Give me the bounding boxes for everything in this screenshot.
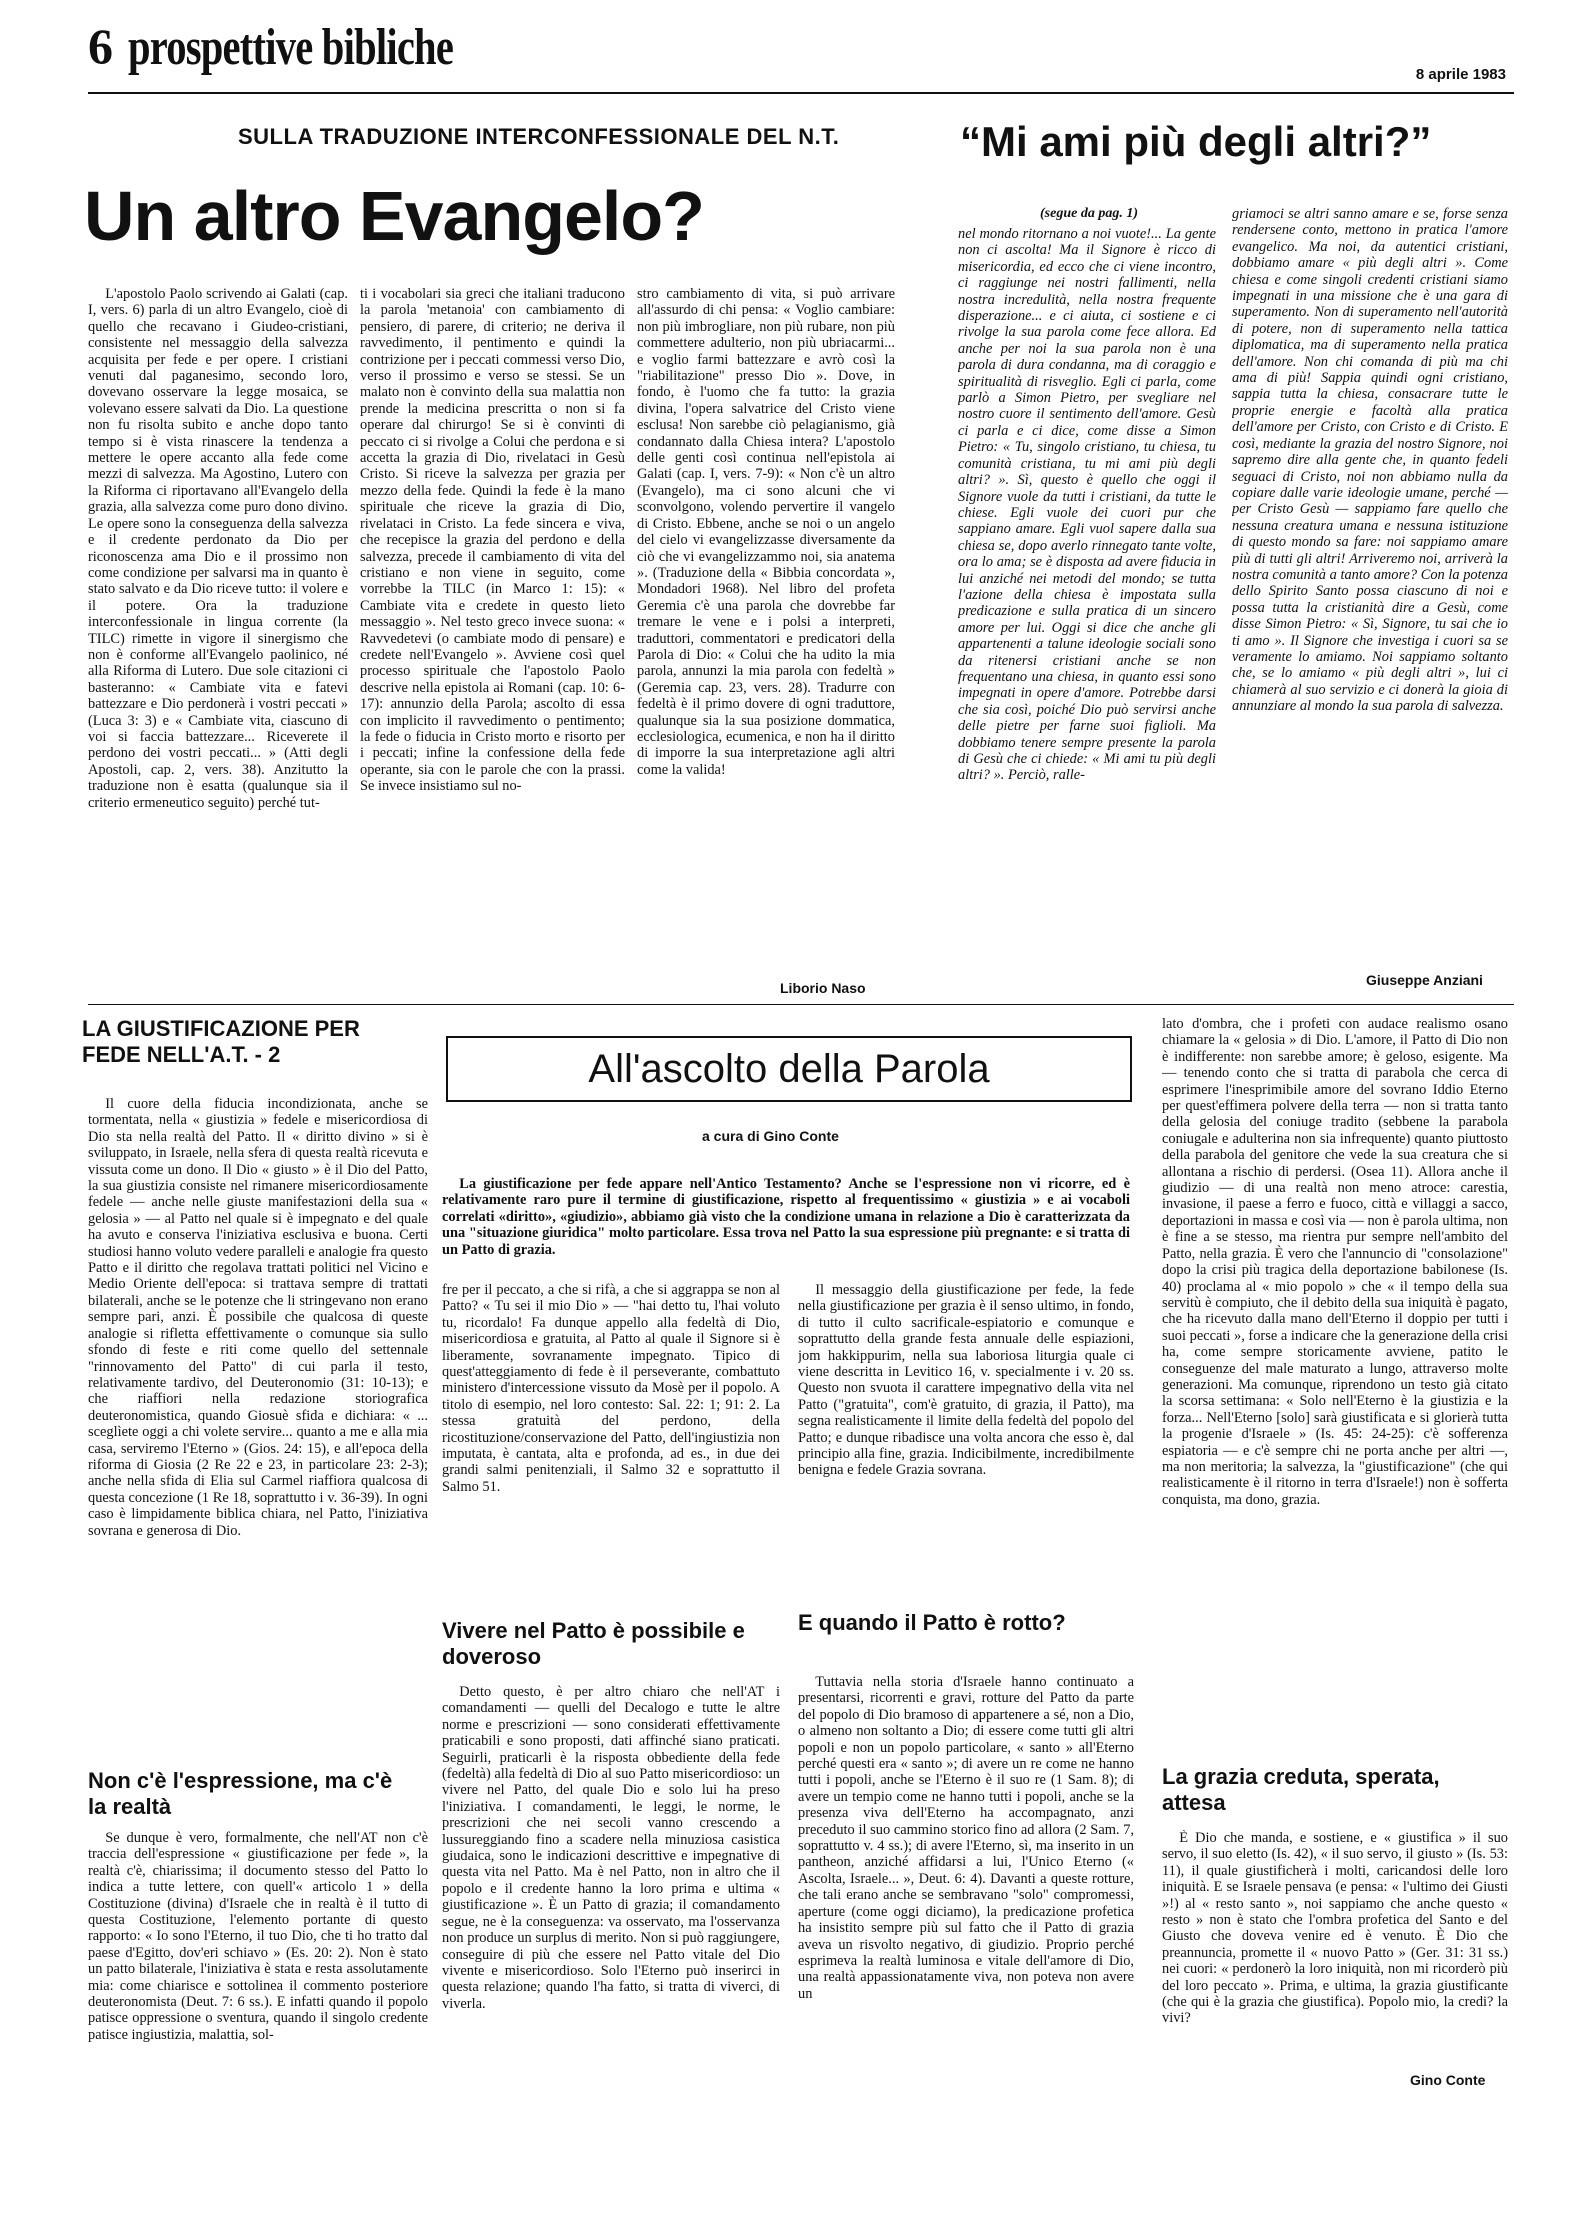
- bottom-col-1: [88, 1096, 428, 1752]
- article-headline-right: “Mi ami più degli altri?”: [960, 118, 1432, 165]
- signature-right: Giuseppe Anziani: [1366, 972, 1483, 988]
- subheading-4: La grazia creduta, sperata, attesa: [1162, 1764, 1440, 1815]
- bottom-col-4b: [1162, 1830, 1508, 2064]
- article-text: nel mondo ritornano a noi vuote!... La gente non ci ascolta! Ma il Signore è ricco di misericordia, ed ecco che ci viene incontro, ci raggiunge nei nostri fallimenti, nella nostra incredulità, nella nostra frequente disperazione... e ci aiuta, ci sostiene e ci rivolge la sua parola come fece allora. Ed anche per noi la sua parola non è una parola di dura condanna, ma di coraggio e spiritualità di risveglio. Egli ci parla, come parlò a Simon Pietro, per svegliare nel nostro cuore il sentimento dell'amore. Gesù ci parla e ci dice, come disse a Simon Pietro: « Tu, singolo cristiano, tu chiesa, tu comunità cristiana, tu mi ami più degli altri? ». Sì, questo è quello che oggi il Signore vuole da tutti i cristiani, da tutte le chiese. Egli vuole dei cuori pur che sappiano amare. Egli vuol sapere dalla sua chiesa se, dopo averlo rinnegato tante volte, ora lo ama; se è disposta ad avere fiducia in lui anziché nei metodi del mondo; se tutta l'azione della chiesa è impostata sulla predicazione e sulla pratica di un sincero amore per lui. Oggi si dice che anche gli appartenenti a talune ideologie sociali sono da ritenersi cristiani anche se non frequentano una chiesa, in quanto essi sono impegnati in opere d'amore. Potrebbe darsi che sia così, poiché Dio può servirsi anche delle pietre per farne suoi figlioli. Ma dobbiamo tenere sempre presente la parola di Gesù che ci chiede: « Mi ami tu più degli altri? ». Perciò, ralle-: [958, 226, 1216, 784]
- article-text: L'apostolo Paolo scrivendo ai Galati (cap. I, vers. 6) parla di un altro Evangelo, cioè di quello che recavano i Giudeo-cristiani, consistente nel messaggio della salvezza acquisita per fede e per opere. I cristiani venuti dal paganesimo, secondo loro, dovevano osservare la legge mosaica, se volevano essere salvati da Dio. La questione non fu risolta subito e anche dopo tanto tempo si è vista rinascere la tendenza a mettere le opere accanto alla fede come mezzi di salvezza. Ma Agostino, Lutero con la Riforma ci riportavano all'Evangelo della grazia, alla salvezza come puro dono divino. Le opere sono la conseguenza della salvezza e il credente perdonato da Dio per riconoscenza ama Dio e il prossimo non come condizione per salvarsi ma in quanto è stato salvato e da Dio riceve tutto: il volere e il potere. Ora la traduzione interconfessionale in lingua corrente (la TILC) rimette in vigore il sinergismo che non è conforme all'Evangelo paolinico, né alla Riforma di Lutero. Due sole citazioni ci basteranno: « Cambiate vita e fatevi battezzare e Dio perdonerà i vostri peccati » (Luca 3: 3) e « Cambiate vita, ciascuno di voi si faccia battezzare... Riceverete il perdono dei vostri peccati... » (Atti degli Apostoli, cap. 2, vers. 38). Anzitutto la traduzione non è esatta (qualunque sia il criterio ermeneutico seguito) perché tut-: [88, 286, 348, 811]
- subheading-1: Non c'è l'espressione, ma c'è la realtà: [88, 1768, 393, 1819]
- continued-note: (segue da pag. 1): [1040, 206, 1138, 221]
- bottom-col-2b: [442, 1684, 780, 2114]
- article-right-col-1: [958, 226, 1216, 1000]
- article-text: Se dunque è vero, formalmente, che nell'AT non c'è traccia dell'espressione « giustificazione per fede », la realtà c'è, chiarissima; il documento stesso del Patto lo indica a tutte lettere, con quell'« articolo 1 » della Costituzione (divina) d'Israele che in realtà è il tutto di questa Costituzione, l'elemento portante di questo rapporto: « Io sono l'Eterno, il tuo Dio, che ti ho tratto dal paese d'Egitto, dov'eri schiavo » (Es. 20: 2). Non è stato un patto bilaterale, l'iniziativa è stata e resta assolutamente mia: come chiarisce e sottolinea il commento posteriore deuteronomista (Deut. 7: 6 ss.). E infatti quando il popolo patisce oppressione o sventura, quando il singolo credente patisce ingiustizia, malattia, sol-: [88, 1830, 428, 2043]
- lead-paragraph: [442, 1176, 1130, 1268]
- article-text: lato d'ombra, che i profeti con audace realismo osano chiamare la « gelosia » di Dio. L'amore, il Patto di Dio non è indifferente: non sarebbe amore; è geloso, esigente. Ma — tenendo conto che si tratta di parabola che cerca di esprimere l'inesprimibile amore del sovrano Iddio Eterno per quest'effimera polvere della terra — non si tratta tanto della gelosia del coniuge tradito (sebbene la parabola coniugale e adulterina non sia infrequente) quanto piuttosto della parabola del genitore che vede la sua creatura che si allontana a rischio di perdersi. (Osea 11). Allora anche il giudizio — di una realtà non meno atroce: carestia, invasione, il paese a ferro e fuoco, città e villaggi a sacco, deportazioni in massa e così via — non è parola ultima, non è fine a se stesso, ma rientra pur sempre nell'ambito del Patto, nella grazia. È vero che l'annuncio di "consolazione" dopo la crisi più tragica della deportazione babilonese (Is. 40) proclama al « mio popolo » che « il tempo della sua servitù è compiuto, che il debito della sua iniquità è pagato, che ha ricevuto dalla mano dell'Eterno il doppio per tutti i suoi peccati », forse a indicare che la generazione della crisi ha, come sempre storicamente avviene, patito le conseguenze del male maturato a lungo, attraverso molte generazioni. Ma comunque, riprendono un testo già citato la scorsa settimana: « Solo nell'Eterno è la giustizia e la forza... Nell'Eterno [solo] sarà giustificata e si glorierà tutta la progenie d'Israele » (Is. 45: 24-25): c'è sofferenza espiatoria — e c'è sempre chi ne porta anche per altri —, ma non meritoria; la salvezza, la "giustificazione" (che qui realisticamente è il ritorno in terra d'Israele!) non è sofferta conquista, ma dono, grazia.: [1162, 1016, 1508, 1508]
- masthead-rule: [88, 92, 1514, 94]
- kicker: SULLA TRADUZIONE INTERCONFESSIONALE DEL N.T.: [238, 124, 840, 149]
- article-col-1: [88, 286, 348, 954]
- article-text: ti i vocabolari sia greci che italiani traducono la parola 'metanoia' con cambiamento di pensiero, di parere, di criterio; ne deriva il ravvedimento, il pentimento e quindi la contrizione per i peccati commessi verso Dio, verso il prossimo e verso se stessi. Se un malato non è convinto della sua malattia non prende la medicina prescritta o non si fa operare dal chirurgo! Se si è convinti di peccato ci si rivolge a Colui che perdona e si accetta la grazia di Dio, rivelataci in Gesù Cristo. Si riceve la salvezza per grazia per mezzo della fede. Quindi la fede è la mano spirituale che riceve la grazia di Dio, rivelataci in Cristo. La fede sincera e viva, che recepisce la grazia del perdono e della salvezza, precede il cambiamento di vita del cristiano e non viene in seguito, come vorrebbe la TILC (in Marco 1: 15): « Cambiate vita e credete in questo lieto messaggio ». Nel testo greco invece suona: « Ravvedetevi (o cambiate modo di pensare) e credete nell'Evangelo ». Avviene così quel processo spirituale che l'apostolo Paolo descrive nella epistola ai Romani (cap. 10: 6-17): annunzio della Parola; ascolto di essa con implicito il ravvedimento o pentimento; la fede o fiducia in Cristo morto e risorto per i peccati; infine la confessione della fede operante, sia con le parole che con la prassi. Se invece insistiamo sul no-: [360, 286, 625, 795]
- signature: Liborio Naso: [780, 980, 866, 996]
- article-text: griamoci se altri sanno amare e se, forse senza rendersene conto, mettono in pratica l'amore evangelico. Ma noi, da autentici cristiani, dobbiamo amare « più degli altri ». Come chiesa e come singoli credenti cristiani siamo impegnati in una missione che è una gara di superamento. Non di superamento nell'autorità di potere, non di superamento nella tattica diplomatica, ma di superamento nella pratica dell'amore. Non chi comanda di più ma chi ama di più! Sappia quindi ogni cristiano, sappia tutta la chiesa, consacrare tutte le proprie energie e facoltà alla pratica dell'amore per Cristo, con Cristo e di Cristo. E così, mediante la grazia del nostro Signore, noi sapremo dire alla gente che, in quanto fedeli seguaci di Cristo, noi non abbiamo nulla da copiare dalle varie ideologie umane, perché — per Cristo Gesù — sappiamo fare quello che nessuna creatura umana e nessuna istituzione di questo mondo sa fare: noi sappiamo amare più di tutti gli altri! Arriveremo noi, arriverà la nostra comunità a tanto amore? Con la potenza dello Spirito Santo possa ciascuno di noi e possa tutta la cristianità dire a Gesù, come disse Simon Pietro: « Sì, Signore, tu sai che io ti amo ». Il Signore che investiga i cuori sa se veramente lo amiamo. Noi sappiamo soltanto che, se lo amiamo « più degli altri », lui ci chiamerà al suo servizio e ci donerà la gioia di annunziare al mondo la sua parola di salvezza.: [1232, 206, 1508, 715]
- article-text: Il cuore della fiducia incondizionata, anche se tormentata, nella « giustizia » fedele e misericordiosa di Dio sta nella realtà del Patto. Il « diritto divino » si è sviluppato, in Israele, nella sfera di questa realtà ricevuta e vissuta come un dono. Il Dio « giusto » è il Dio del Patto, la sua giustizia consiste nel rimanere misericordiosamente fedele — anche nelle giuste manifestazioni della sua « gelosia » — al Patto nel quale si è impegnato e del quale ha avuto e conserva l'iniziativa esclusiva e buona. Certi studiosi hanno voluto vedere paralleli e analogie fra questo Patto e il diritto che regolava trattati politici nel Vicino e Medio Oriente dell'epoca: si trattava sempre di trattati bilaterali, anche se le potenze che li stringevano non erano sempre pari, anzi. È possibile che qualcosa di queste analogie si rifletta effettivamente o comunque sia sullo sfondo di feste e riti come quello del settennale "rinnovamento del Patto" di cui parla il testo, relativamente tardivo, del Deuteronomio (31: 10-13); e che riaffiori nella redazione storiografica deuteronomistica, quando Giosuè sfida e dichiara: « ... sceglìete oggi a chi volete servire... quanto a me e alla mia casa, serviremo l'Eterno » (Gios. 24: 15), e all'epoca della riforma di Giosia (2 Re 22 e 23, in particolare 23: 2-3); anche nella sfida di Elia sul Carmel riaffiora qualcosa di questa concezione (1 Re 18, soprattutto i v. 36-39). In ogni caso è limpidamente biblica chiara, nel Patto, l'iniziativa sovrana e generosa di Dio.: [88, 1096, 428, 1539]
- byline: a cura di Gino Conte: [702, 1128, 839, 1144]
- subheading-3: E quando il Patto è rotto?: [798, 1610, 1066, 1635]
- article-text: fre per il peccato, a che si rifà, a che si aggrappa se non al Patto? « Tu sei il mio Dio » — "hai detto tu, l'hai voluto tu, ricordalo! Fa dunque appello alla fedeltà di Dio, misericordiosa e gratuita, al Patto al quale il Signore si è liberamente, sovranamente impegnato. Tipico di quest'atteggiamento di fede è il perseverante, combattuto ministero d'intercessione vissuto da Mosè per il popolo. A titolo di esempio, nel loro contesto: Sal. 22: 1; 91: 2. La stessa gratuità del perdono, della ricostituzione/conservazione del Patto, dell'ingiustizia non imputata, è cantata, alta e profonda, ad es., in due dei grandi salmi penitenziali, il Salmo 32 e soprattutto il Salmo 51.: [442, 1282, 780, 1495]
- section-rule: [88, 1004, 1514, 1005]
- masthead-title: prospettive bibliche: [128, 19, 454, 76]
- article-text: Detto questo, è per altro chiaro che nell'AT i comandamenti — quelli del Decalogo e tutte le altre norme e prescrizioni — sono considerati effettivamente praticabili e sono proposti, dati affinché siano praticati. Seguirli, praticarli è la risposta obbediente della fede (fedeltà) alla fedeltà di Dio al suo Patto misericordioso: un vivere nel Patto, del quale Dio e solo lui ha preso l'iniziativa. I comandamenti, le leggi, le norme, le prescrizioni che nei secoli vanno crescendo a lussureggiando fino a scadere nella minuziosa casistica giudaica, sono le indicazioni descrittive e impegnative di questa vita nel Patto. Ma è nel Patto, non in altro che il popolo e il credente hanno la loro prima e ultima « giustificazione ». È un Patto di grazia; il comandamento segue, ne è la conseguenza: va osservato, ma l'osservanza non produce un surplus di merito. Non si può raggiungere, conseguire di più che essere nel Patto vitale del Dio vivente e misericordioso. Solo l'Eterno può inserirci in questa relazione; quando l'ha fatto, si tratta di viverci, di viverla.: [442, 1684, 780, 2012]
- subheading-2: Vivere nel Patto è possibile e doveroso: [442, 1618, 745, 1669]
- article-col-2: [360, 286, 625, 1000]
- article-text: Tuttavia nella storia d'Israele hanno continuato a presentarsi, ricorrenti e gravi, rotture del Patto da parte del popolo di Dio bramoso di appartenere a sé, non a Dio, o almeno non soltanto a Dio; di essere come tutti gli altri popoli e non un popolo particolare, « santo » all'Eterno perché questi era « santo »; di avere un re come ne hanno tutti i popoli, anche se l'Eterno è il suo re (1 Sam. 8); di avere un tempio come ne hanno tutti i popoli, anche se la presenza viva dell'Eterno ha accompagnato, anzi preceduto il suo cammino storico fino ad allora (2 Sam. 7, soprattutto v. 4 ss.); di avere l'Eterno, sì, ma inserito in un pantheon, anziché affidarsi a lui, l'Unico Eterno (« Ascolta, Israele... », Deut. 6: 4). Davanti a queste rotture, che tali erano anche se sembravano "solo" compromessi, aperture (come oggi diciamo), la predicazione profetica ha insistito sempre più sul fatto che il Patto di grazia aveva un risvolto negativo, di giudizio. Proprio perché esprimeva la realtà luminosa e vitale dell'amore di Dio, una realtà appassionatamente viva, non poteva non avere un: [798, 1674, 1134, 2002]
- page-number: 6: [88, 18, 113, 74]
- section-title: All'ascolto della Parola: [588, 1047, 990, 1091]
- article-text: È Dio che manda, e sostiene, e « giustifica » il suo servo, il suo eletto (Is. 42), « il suo servo, il giusto » (Is. 53: 11), il quale giustificherà i molti, caricandosi delle loro iniquità. E se Israele pensava (e pensa: « l'ultimo dei Giusti »!) al « resto santo », noi sappiamo che anche questo « resto » non è stato che l'ombra profetica del Santo e del Giusto che doveva venire ed è venuto. È Dio che preannuncia, promette il « nuovo Patto » (Ger. 31: 31 ss.) nei cuori: « perdonerò la loro iniquità, non mi ricorderò più del loro peccato ». Prima, e ultima, la grazia giustificante (che qui è la grazia che giustifica). Popolo mio, la credi? la vivi?: [1162, 1830, 1508, 2027]
- bottom-col-3: [798, 1282, 1134, 1562]
- bottom-col-1b: [88, 1830, 428, 2090]
- bottom-col-2: [442, 1282, 780, 1550]
- article-text: stro cambiamento di vita, si può arrivare all'assurdo di chi pensa: « Voglio cambiare: non più imbrogliare, non più rubare, non più commettere adulterio, non più ubriacarmi... e voglio farmi battezzare e avrò così la "riabilitazione" presso Dio ». Dove, in fondo, è l'uomo che fa tutto: la grazia divina, l'opera salvatrice del Cristo viene esclusa! Non sarebbe ciò pelagianismo, già condannato dalla Chiesa intera? L'apostolo delle genti così continua nell'epistola ai Galati (cap. I, vers. 7-9): « Non c'è un altro (Evangelo), ma ci sono alcuni che vi sconvolgono, volendo pervertire il vangelo di Cristo. Ebbene, anche se noi o un angelo del cielo vi evangelizzasse diversamente da ciò che vi evangelizzammo noi, sia anatema ». (Traduzione della « Bibbia concordata », Mondadori 1968). Nel libro del profeta Geremia c'è una parola che dovrebbe far tremare le vene e i polsi a interpreti, traduttori, commentatori e predicatori della Parola di Dio: « Colui che ha udito la mia parola, annunzi la mia parola con fedeltà » (Geremia cap. 23, vers. 28). Tradurre con fedeltà è il primo dovere di ogni traduttore, qualunque sia la sua posizione dommatica, ecclesiologica, ecumenica, e non ha il diritto di imporre la sua interpretazione agli altri come la valida!: [637, 286, 895, 778]
- article-headline: Un altro Evangelo?: [84, 177, 704, 255]
- section-title-box: [446, 1036, 1132, 1102]
- article-right-col-2: [1232, 206, 1508, 958]
- bottom-col-3b: [798, 1674, 1134, 2110]
- bottom-col-4: [1162, 1016, 1508, 1752]
- series-heading: LA GIUSTIFICAZIONE PER FEDE NELL'A.T. - 2: [82, 1016, 360, 1067]
- article-col-3: [637, 286, 895, 962]
- article-text: La giustificazione per fede appare nell'Antico Testamento? Anche se l'espressione non vi ricorre, ed è relativamente raro pure il termine di giustificazione, rispetto al frequentissimo « giustizia » e ai vocaboli correlati «diritto», «giudizio», abbiamo già visto che la condizione umana in relazione a Dio è caratterizzata da una "situazione giuridica" molto particolare. Essa trova nel Patto la sua espressione più pregnante: e si tratta di un Patto di grazia.: [442, 1176, 1130, 1258]
- signature-bottom: Gino Conte: [1410, 2072, 1486, 2088]
- masthead-date: 8 aprile 1983: [1415, 66, 1506, 83]
- article-text: Il messaggio della giustificazione per fede, la fede nella giustificazione per grazia è il senso ultimo, in fondo, di tutto il culto sacrificale-espiatorio e comunque e soprattutto della grande festa annuale delle espiazioni, jom hakkippurim, nella sua laboriosa liturgia quale ci viene descritta in Levitico 16, v. specialmente i v. 20 ss. Questo non svuota il carattere impegnativo della vita nel Patto ("gratuita", com'è gratuito, di grazia, il Patto), ma segna realisticamente il limite della fedeltà del popolo del Patto; e dunque ribadisce una volta ancora che esso è, dal principio alla fine, grazia. Indicibilmente, incredibilmente benigna e fedele Grazia sovrana.: [798, 1282, 1134, 1479]
